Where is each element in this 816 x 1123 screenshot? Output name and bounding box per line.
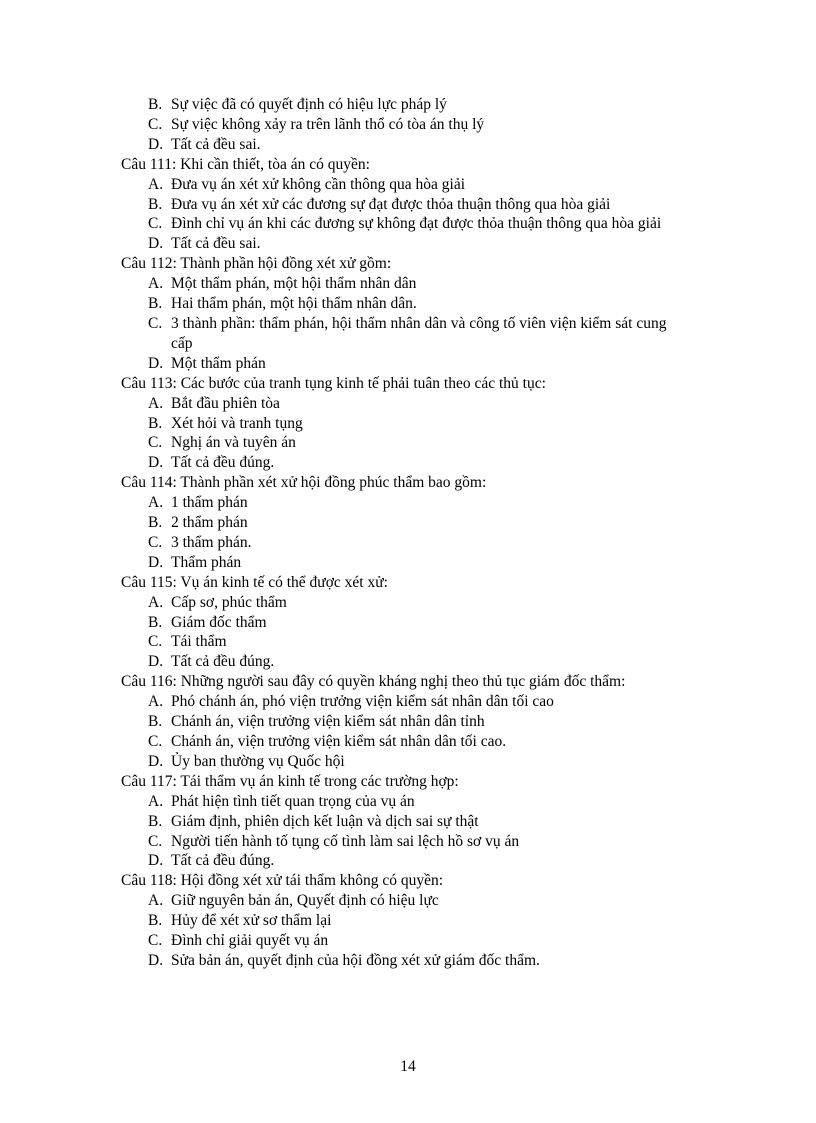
option-text: Hủy để xét xử sơ thẩm lại xyxy=(171,912,332,930)
option-letter: C. xyxy=(148,215,163,233)
option-item xyxy=(121,553,681,573)
option-letter: C. xyxy=(148,832,163,850)
option-item xyxy=(121,414,681,434)
option-text: Đưa vụ án xét xử không cần thông qua hòa giải xyxy=(171,175,466,193)
option-item xyxy=(121,812,681,832)
option-text: Bắt đầu phiên tòa xyxy=(171,394,280,412)
page-number: 14 xyxy=(400,1058,416,1075)
option-letter: B. xyxy=(148,414,163,432)
option-letter: A. xyxy=(148,693,164,711)
option-text: Tất cả đều sai. xyxy=(171,235,261,253)
question-list xyxy=(121,95,691,971)
option-text: Tất cả đều đúng. xyxy=(171,852,275,870)
question-title: Câu 113: Các bước của tranh tụng kinh tế phải tuân theo các thủ tục: xyxy=(121,374,546,392)
option-item xyxy=(121,433,681,453)
option-letter: D. xyxy=(148,752,164,770)
option-item xyxy=(121,115,681,135)
option-letter: B. xyxy=(148,713,163,731)
option-item xyxy=(121,195,681,215)
option-item xyxy=(121,533,681,553)
question-title: Câu 117: Tái thẩm vụ án kinh tế trong các trường hợp: xyxy=(121,772,459,790)
option-item xyxy=(121,95,681,115)
option-item xyxy=(121,314,681,354)
option-text: Đình chỉ vụ án khi các đương sự không đạt được thỏa thuận thông qua hòa giải xyxy=(171,215,662,233)
option-letter: D. xyxy=(148,135,164,153)
option-text: Tái thẩm xyxy=(171,633,227,651)
option-letter: C. xyxy=(148,733,163,750)
option-text: Phó chánh án, phó viện trưởng viện kiểm sát nhân dân tối cao xyxy=(171,693,554,711)
option-text: Chánh án, viện trưởng viện kiểm sát nhân dân tối cao. xyxy=(171,733,507,750)
option-item xyxy=(121,851,681,871)
option-text: Tất cả đều sai. xyxy=(171,135,261,153)
option-letter: B. xyxy=(148,195,163,213)
option-text: Một thẩm phán xyxy=(171,354,266,372)
option-letter: D. xyxy=(148,235,164,253)
option-text: Giám định, phiên dịch kết luận và dịch sai sự thật xyxy=(171,812,479,830)
option-text: Chánh án, viện trưởng viện kiểm sát nhân dân tỉnh xyxy=(171,713,485,731)
option-letter: A. xyxy=(148,892,164,910)
option-letter: B. xyxy=(148,96,163,113)
option-item xyxy=(121,752,681,772)
option-text: Đình chỉ giải quyết vụ án xyxy=(171,932,329,950)
option-item xyxy=(121,175,681,195)
question-title: Câu 111: Khi cần thiết, tòa án có quyền: xyxy=(121,155,370,173)
option-letter: A. xyxy=(148,275,164,293)
option-item xyxy=(121,652,681,672)
question-title: Câu 115: Vụ án kinh tế có thể được xét xử: xyxy=(121,573,388,591)
option-letter: C. xyxy=(148,932,163,950)
option-text: Hai thẩm phán, một hội thẩm nhân dân. xyxy=(171,295,417,313)
option-item xyxy=(121,632,681,652)
option-text: Giữ nguyên bản án, Quyết định có hiệu lực xyxy=(171,892,439,910)
option-letter: C. xyxy=(148,115,163,133)
option-text: Nghị án và tuyên án xyxy=(171,434,296,452)
option-text: Đưa vụ án xét xử các đương sự đạt được thỏa thuận thông qua hòa giải xyxy=(171,195,611,213)
option-item xyxy=(121,951,681,971)
option-letter: A. xyxy=(148,394,164,412)
option-item xyxy=(121,234,681,254)
option-text: Cấp sơ, phúc thẩm xyxy=(171,593,287,611)
option-letter: D. xyxy=(148,951,164,969)
option-letter: B. xyxy=(148,812,163,830)
option-text: Sự việc không xảy ra trên lãnh thổ có tòa án thụ lý xyxy=(171,115,485,133)
option-item xyxy=(121,692,681,712)
question-title: Câu 116: Những người sau đây có quyền kháng nghị theo thủ tục giám đốc thẩm: xyxy=(121,673,626,691)
option-letter: C. xyxy=(148,533,163,551)
option-text: 3 thẩm phán. xyxy=(171,533,252,551)
option-item xyxy=(121,593,681,613)
option-letter: D. xyxy=(148,852,164,870)
option-item xyxy=(121,513,681,533)
option-text: Thẩm phán xyxy=(171,553,242,571)
option-item xyxy=(121,354,681,374)
option-item xyxy=(121,931,681,951)
option-letter: C. xyxy=(148,434,163,452)
option-text: Sửa bản án, quyết định của hội đồng xét xử giám đốc thẩm. xyxy=(171,951,540,969)
option-text: Xét hỏi và tranh tụng xyxy=(171,414,303,432)
option-item xyxy=(121,394,681,414)
option-item xyxy=(121,453,681,473)
option-item xyxy=(121,792,681,812)
question-title: Câu 112: Thành phần hội đồng xét xử gồm: xyxy=(121,255,392,273)
question-title: Câu 114: Thành phần xét xử hội đồng phúc thẩm bao gồm: xyxy=(121,474,487,492)
option-item xyxy=(121,891,681,911)
option-text: Tất cả đều đúng. xyxy=(171,653,275,671)
option-letter: D. xyxy=(148,354,164,372)
option-letter: A. xyxy=(148,593,164,611)
option-item xyxy=(121,294,681,314)
option-item xyxy=(121,135,681,155)
option-item xyxy=(121,274,681,294)
option-item xyxy=(121,832,681,852)
option-letter: B. xyxy=(148,613,163,631)
option-letter: B. xyxy=(148,912,163,930)
option-letter: C. xyxy=(148,633,163,651)
option-letter: A. xyxy=(148,494,164,512)
option-text: Phát hiện tình tiết quan trọng của vụ án xyxy=(171,792,415,810)
question-title: Câu 118: Hội đồng xét xử tái thẩm không có quyền: xyxy=(121,872,444,890)
option-item xyxy=(121,732,681,752)
option-letter: D. xyxy=(148,553,164,571)
option-item xyxy=(121,712,681,732)
option-item xyxy=(121,911,681,931)
option-text: 3 thành phần: thẩm phán, hội thẩm nhân dân và công tố viên viện kiểm sát cung cấp xyxy=(171,314,667,352)
option-letter: C. xyxy=(148,314,163,332)
option-text: 2 thẩm phán xyxy=(171,514,248,532)
option-letter: B. xyxy=(148,514,163,532)
option-letter: D. xyxy=(148,653,164,671)
option-item xyxy=(121,493,681,513)
option-letter: A. xyxy=(148,792,164,810)
option-text: Sự việc đã có quyết định có hiệu lực pháp lý xyxy=(171,96,447,113)
option-text: Giám đốc thẩm xyxy=(171,613,267,631)
option-item xyxy=(121,214,681,234)
option-text: Ủy ban thường vụ Quốc hội xyxy=(171,752,345,770)
option-text: Người tiến hành tố tụng cố tình làm sai lệch hồ sơ vụ án xyxy=(171,832,520,850)
option-letter: A. xyxy=(148,175,164,193)
option-letter: D. xyxy=(148,454,164,472)
option-item xyxy=(121,613,681,633)
option-text: 1 thẩm phán xyxy=(171,494,248,512)
option-letter: B. xyxy=(148,295,163,313)
option-text: Tất cả đều đúng. xyxy=(171,454,275,472)
option-text: Một thẩm phán, một hội thẩm nhân dân xyxy=(171,275,417,293)
